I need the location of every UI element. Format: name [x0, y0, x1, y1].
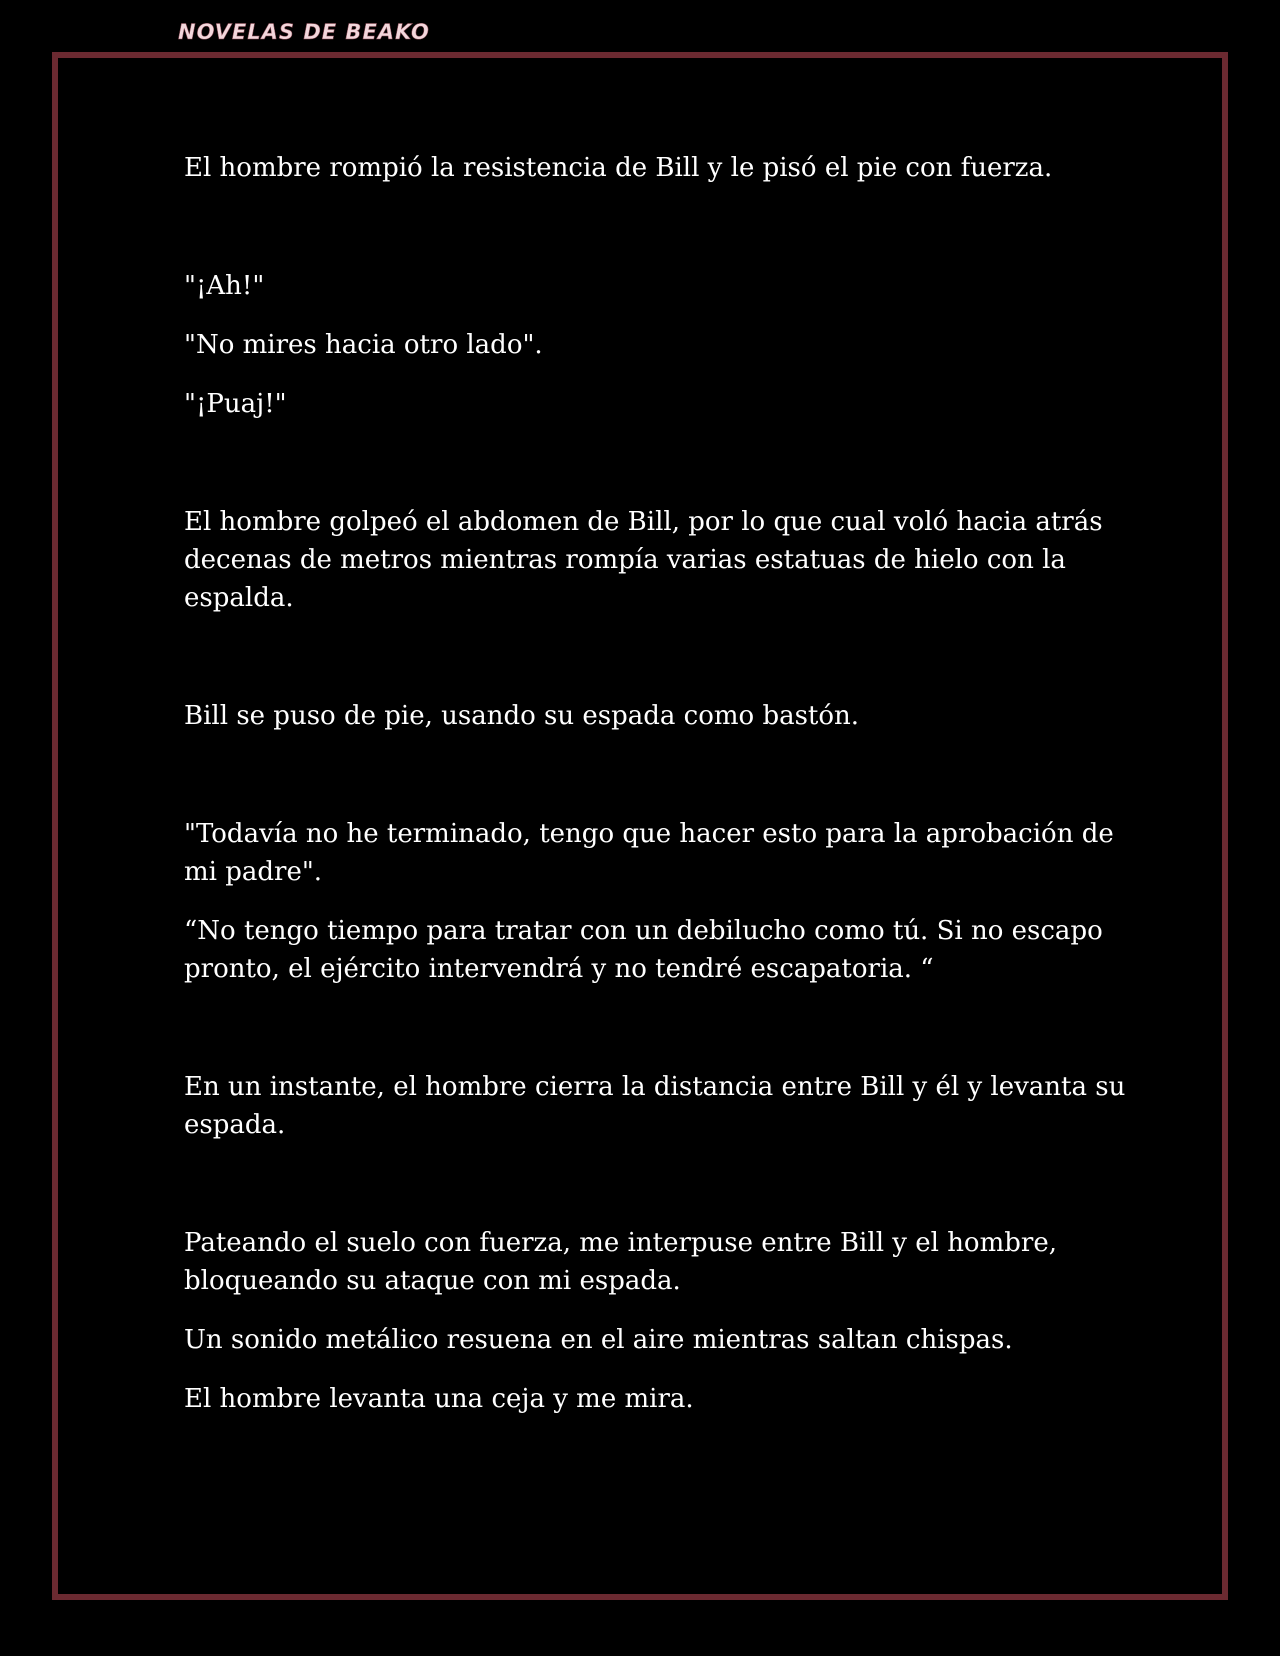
paragraph: Un sonido metálico resuena en el aire mientras saltan chispas.	[184, 1325, 1013, 1355]
site-watermark: NOVELAS DE BEAKO	[178, 20, 430, 44]
paragraph: “No tengo tiempo para tratar con un debilucho como tú. Si no escapo pronto, el ejército intervendrá y no tendré escapatoria. “	[184, 916, 1103, 984]
paragraph: En un instante, el hombre cierra la distancia entre Bill y él y levanta su espada.	[184, 1072, 1126, 1140]
paragraph: El hombre rompió la resistencia de Bill y le pisó el pie con fuerza.	[184, 153, 1053, 183]
paragraph: "No mires hacia otro lado".	[184, 330, 543, 360]
paragraph: El hombre golpeó el abdomen de Bill, por lo que cual voló hacia atrás decenas de metros mientras rompía varias estatuas de hielo con la espalda.	[184, 507, 1103, 613]
paragraph: Pateando el suelo con fuerza, me interpuse entre Bill y el hombre, bloqueando su ataque con mi espada.	[184, 1228, 1057, 1296]
novel-text	[184, 149, 1144, 1418]
paragraph: "¡Puaj!"	[184, 389, 287, 419]
page-frame	[52, 52, 1228, 1600]
paragraph: El hombre levanta una ceja y me mira.	[184, 1384, 694, 1414]
paragraph: "¡Ah!"	[184, 271, 265, 301]
paragraph: Bill se puso de pie, usando su espada como bastón.	[184, 701, 860, 731]
paragraph: "Todavía no he terminado, tengo que hacer esto para la aprobación de mi padre".	[184, 819, 1114, 887]
